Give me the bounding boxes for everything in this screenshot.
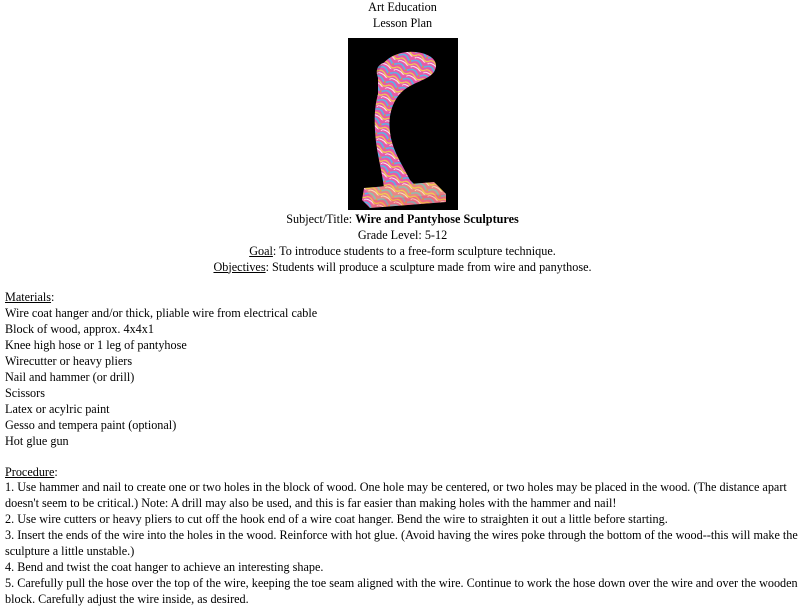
materials-section [5,290,800,449]
material-item: Latex or acylric paint [5,401,110,416]
materials-colon: : [51,290,55,305]
material-item: Scissors [5,385,45,400]
subject-label: Subject/Title: [286,211,356,226]
procedure-step: 3. Insert the ends of the wire into the holes in the wood. Reinforce with hot glue. (Avoid having the wires poke through the bottom of the wood--this will make the sculpture a little unstable.) [5,528,798,559]
sculpture-photo [348,38,458,210]
material-item: Wirecutter or heavy pliers [5,354,133,369]
grade-level: Grade Level: 5-12 [357,227,448,242]
objectives-line [5,260,800,276]
material-item: Block of wood, approx. 4x4x1 [5,322,154,337]
lesson-plan-page [5,0,800,608]
goal-text: : To introduce students to a free-form sculpture technique. [272,243,556,258]
sculpture-photo-icon [348,38,458,210]
objectives-text: : Students will produce a sculpture made from wire and panythose. [265,259,592,274]
subject-value: Wire and Pantyhose Sculptures [355,211,519,226]
procedure-step: 1. Use hammer and nail to create one or two holes in the block of wood. One hole may be centered, or two holes may be placed in the wood. (The distance apart doesn't seem to be critical.) Note: A drill may also be used, and this is far easier than making holes with the hammer and nail! [5,480,787,511]
procedure-step: 2. Use wire cutters or heavy pliers to cut off the hook end of a wire coat hanger. Bend the wire to straighten it out a little before starting. [5,512,668,527]
procedure-colon: : [54,464,58,479]
materials-label: Materials [5,290,52,305]
procedure-step: 4. Bend and twist the coat hanger to achieve an interesting shape. [5,559,324,574]
material-item: Hot glue gun [5,433,69,448]
material-item: Nail and hammer (or drill) [5,369,135,384]
header-title: Art Education [368,0,437,14]
procedure-step: 5. Carefully pull the hose over the top of the wire, keeping the toe seam aligned with the wire. Continue to work the hose down over the wire and over the wooden block. Carefully adjust the wire inside, as desired. [5,575,798,606]
materials-heading [5,290,800,306]
material-item: Wire coat hanger and/or thick, pliable wire from electrical cable [5,306,318,321]
material-item: Knee high hose or 1 leg of pantyhose [5,338,187,353]
header [5,0,800,32]
material-item: Gesso and tempera paint (optional) [5,417,177,432]
objectives-label: Objectives [213,259,266,274]
procedure-section [5,465,800,608]
header-subtitle: Lesson Plan [372,15,433,30]
procedure-label: Procedure [5,464,55,479]
goal-label: Goal [249,243,273,258]
procedure-heading [5,465,800,481]
goal-line [5,244,800,260]
lesson-info [5,212,800,276]
subject-line [5,212,800,228]
